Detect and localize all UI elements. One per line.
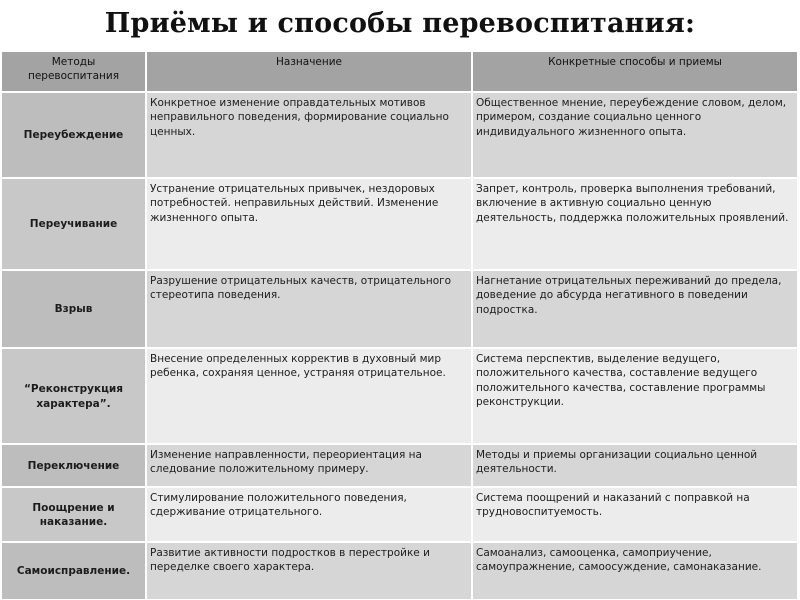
table-row bbox=[2, 178, 798, 270]
table-row bbox=[2, 487, 798, 542]
page-title: Приёмы и способы перевоспитания: bbox=[104, 8, 696, 39]
purpose-cell: Изменение направленности, переориентация на следование положительному примеру. bbox=[146, 444, 472, 487]
methods-table bbox=[2, 52, 799, 600]
method-cell: “Реконструкция характера”. bbox=[2, 348, 146, 444]
purpose-cell: Конкретное изменение оправдательных мотивов неправильного поведения, формирование социально ценных. bbox=[146, 92, 472, 178]
header-ways: Конкретные способы и приемы bbox=[472, 52, 798, 92]
purpose-cell: Стимулирование положительного поведения, сдерживание отрицательного. bbox=[146, 487, 472, 542]
purpose-cell: Разрушение отрицательных качеств, отрицательного стереотипа поведения. bbox=[146, 270, 472, 348]
ways-cell: Система перспектив, выделение ведущего, положительного качества, составление ведущего положительного качества, составление программы реконструкции. bbox=[472, 348, 798, 444]
purpose-cell: Устранение отрицательных привычек, нездоровых потребностей. неправильных действий. Изменение жизненного опыта. bbox=[146, 178, 472, 270]
ways-cell: Запрет, контроль, проверка выполнения требований, включение в активную социально ценную деятельность, поддержка положительных проявлений. bbox=[472, 178, 798, 270]
ways-cell: Самоанализ, самооценка, самоприучение, самоупражнение, самоосуждение, самонаказание. bbox=[472, 542, 798, 600]
header-purpose: Назначение bbox=[146, 52, 472, 92]
table-header-row bbox=[2, 52, 798, 92]
header-methods: Методы перевоспитания bbox=[2, 52, 146, 92]
method-cell: Взрыв bbox=[2, 270, 146, 348]
ways-cell: Общественное мнение, переубеждение словом, делом, примером, создание социально ценного индивидуального жизненного опыта. bbox=[472, 92, 798, 178]
purpose-cell: Внесение определенных корректив в духовный мир ребенка, сохраняя ценное, устраняя отрицательное. bbox=[146, 348, 472, 444]
method-cell: Поощрение и наказание. bbox=[2, 487, 146, 542]
ways-cell: Система поощрений и наказаний с поправкой на трудновоспитуемость. bbox=[472, 487, 798, 542]
ways-cell: Нагнетание отрицательных переживаний до предела, доведение до абсурда негативного в поведении подростка. bbox=[472, 270, 798, 348]
table-row bbox=[2, 92, 798, 178]
method-cell: Переключение bbox=[2, 444, 146, 487]
ways-cell: Методы и приемы организации социально ценной деятельности. bbox=[472, 444, 798, 487]
method-cell: Переубеждение bbox=[2, 92, 146, 178]
method-cell: Самоисправление. bbox=[2, 542, 146, 600]
method-cell: Переучивание bbox=[2, 178, 146, 270]
table-row bbox=[2, 542, 798, 600]
table-row bbox=[2, 270, 798, 348]
purpose-cell: Развитие активности подростков в перестройке и переделке своего характера. bbox=[146, 542, 472, 600]
table-row bbox=[2, 444, 798, 487]
table-row bbox=[2, 348, 798, 444]
